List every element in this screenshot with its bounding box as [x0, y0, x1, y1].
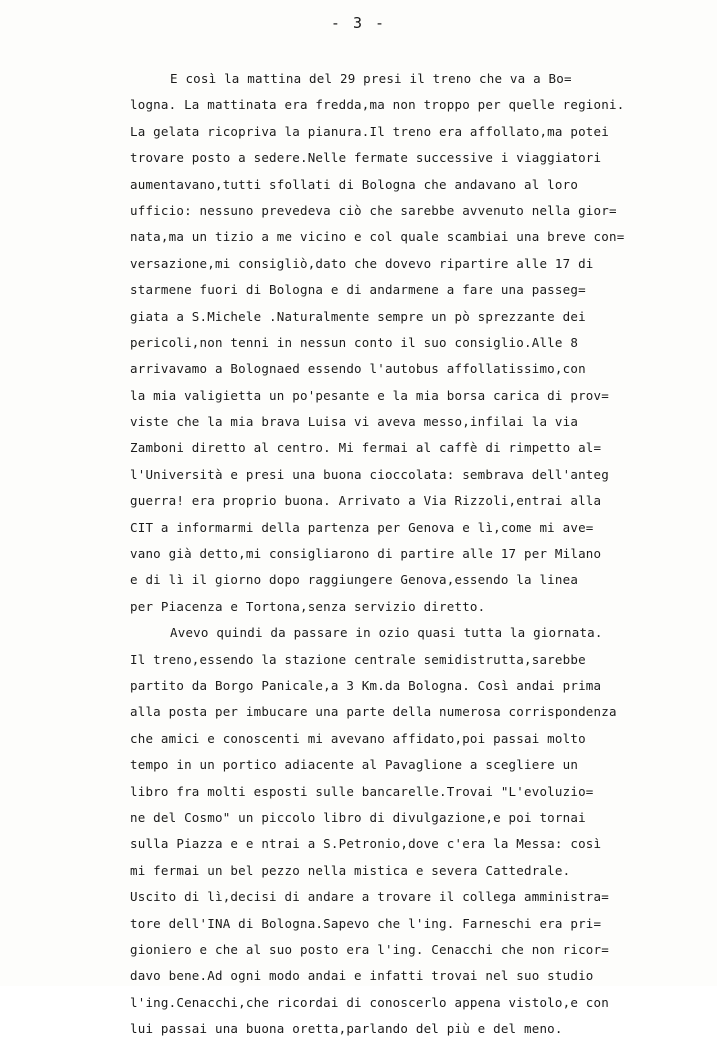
text-line: La gelata ricopriva la pianura.Il treno era affollato,ma potei	[130, 123, 609, 139]
text-line: gioniero e che al suo posto era l'ing. Cenacchi che non ricor=	[130, 941, 609, 957]
text-line: lui passai una buona oretta,parlando del più e del meno.	[130, 1021, 563, 1037]
text-line: trovare posto a sedere.Nelle fermate successive i viaggiatori	[130, 150, 602, 166]
text-line: mi fermai un bel pezzo nella mistica e severa Cattedrale.	[130, 862, 571, 878]
text-line: la mia valigietta un po'pesante e la mia borsa carica di prov=	[130, 387, 609, 403]
text-line: alla posta per imbucare una parte della numerosa corrispondenza	[130, 704, 617, 720]
text-line: nata,ma un tizio a me vicino e col quale scambiai una breve con=	[130, 229, 625, 245]
text-line: tore dell'INA di Bologna.Sapevo che l'ing. Farneschi era pri=	[130, 915, 602, 931]
text-line: logna. La mattinata era fredda,ma non troppo per quelle regioni.	[130, 97, 625, 113]
text-line: che amici e conoscenti mi avevano affidato,poi passai molto	[130, 730, 586, 746]
text-line: aumentavano,tutti sfollati di Bologna che andavano al loro	[130, 176, 579, 192]
text-line: giata a S.Michele .Naturalmente sempre un pò sprezzante dei	[130, 308, 586, 324]
text-line: l'Università e presi una buona cioccolata: sembrava dell'anteg	[130, 466, 609, 482]
text-line: Avevo quindi da passare in ozio quasi tutta la giornata.	[170, 625, 603, 641]
text-line: viste che la mia brava Luisa vi aveva messo,infilai la via	[130, 414, 579, 430]
text-line: tempo in un portico adiacente al Pavaglione a scegliere un	[130, 757, 579, 773]
text-line: sulla Piazza e e ntrai a S.Petronio,dove c'era la Messa: così	[130, 836, 602, 852]
text-line: Uscito di lì,decisi di andare a trovare il collega amministra=	[130, 889, 609, 905]
text-line: davo bene.Ad ogni modo andai e infatti trovai nel suo studio	[130, 968, 594, 984]
text-line: guerra! era proprio buona. Arrivato a Via Rizzoli,entrai alla	[130, 493, 602, 509]
text-line: E così la mattina del 29 presi il treno che va a Bo=	[170, 71, 572, 86]
text-line: Zamboni diretto al centro. Mi fermai al caffè di rimpetto al=	[130, 440, 602, 456]
text-line: per Piacenza e Tortona,senza servizio diretto.	[130, 598, 486, 614]
text-line: l'ing.Cenacchi,che ricordai di conoscerlo appena vistolo,e con	[130, 994, 609, 1010]
text-line: pericoli,non tenni in nessun conto il suo consiglio.Alle 8	[130, 334, 579, 350]
text-line: starmene fuori di Bologna e di andarmene a fare una passeg=	[130, 282, 586, 298]
body-text	[130, 66, 650, 1042]
text-line: Il treno,essendo la stazione centrale semidistrutta,sarebbe	[130, 651, 586, 667]
text-line: e di lì il giorno dopo raggiungere Genova,essendo la linea	[130, 572, 579, 588]
text-line: ufficio: nessuno prevedeva ciò che sarebbe avvenuto nella gior=	[130, 202, 617, 218]
text-line: partito da Borgo Panicale,a 3 Km.da Bologna. Così andai prima	[130, 677, 602, 693]
text-line: libro fra molti esposti sulle bancarelle.Trovai "L'evoluzio=	[130, 783, 594, 799]
page-number: - 3 -	[330, 14, 387, 32]
text-line: vano già detto,mi consigliarono di partire alle 17 per Milano	[130, 546, 602, 562]
text-line: versazione,mi consigliò,dato che dovevo ripartire alle 17 di	[130, 255, 594, 271]
text-line: arrivavamo a Bolognaed essendo l'autobus affollatissimo,con	[130, 361, 586, 377]
text-line: ne del Cosmo" un piccolo libro di divulgazione,e poi tornai	[130, 809, 586, 825]
text-line: CIT a informarmi della partenza per Genova e lì,come mi ave=	[130, 519, 594, 535]
